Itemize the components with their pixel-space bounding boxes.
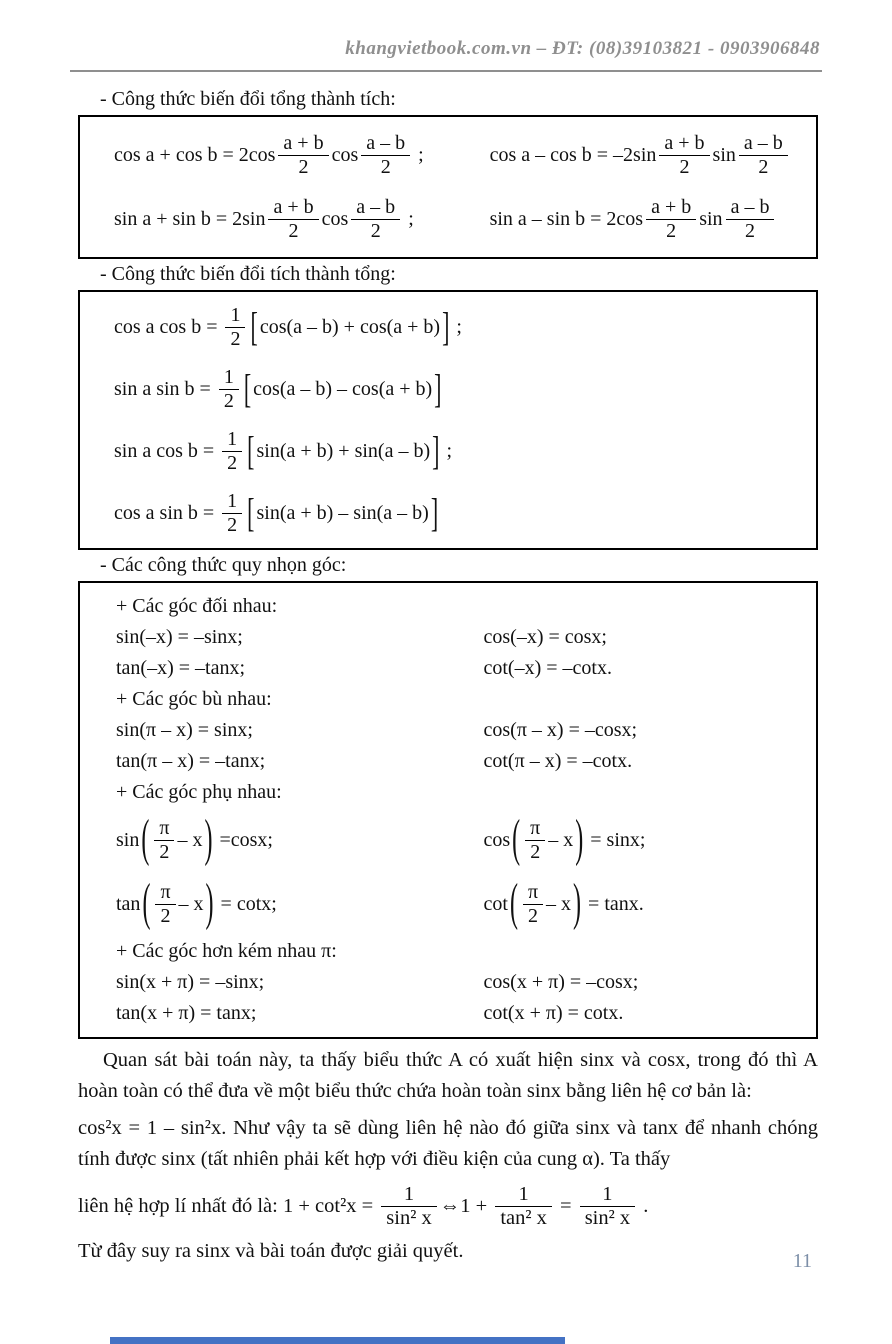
identity-left: tan ( $\frac{\pi}{2}$ – x ) = cotx; [116, 876, 277, 932]
identity-right: cot ( $\frac{\pi}{2}$ – x ) = tanx. [483, 876, 644, 932]
header-divider [70, 70, 822, 72]
identity-row-math [116, 808, 816, 872]
identity-left: tan(–x) = –tanx; [116, 657, 246, 679]
section-label-angle-reduction: - Các công thức quy nhọn góc: [100, 554, 347, 576]
subheading-supplementary-angles: + Các góc bù nhau: [116, 688, 272, 710]
formula-sinasinb: sin a sin b = $\frac{1}{2}$ [ cos(a – b) – cos(a + b) ] [114, 364, 442, 412]
identity-right: cos ( $\frac{\pi}{2}$ – x ) = sinx; [483, 812, 646, 868]
identity-left: sin ( $\frac{\pi}{2}$ – x ) =cosx; [116, 812, 273, 868]
formula-box-product-to-sum [78, 290, 818, 550]
section-label-sum-to-product: - Công thức biến đổi tổng thành tích: [100, 88, 396, 110]
identity-row [116, 653, 816, 684]
identity-row [116, 746, 816, 777]
identity-row [116, 998, 816, 1029]
identity-right: cos(π – x) = –cosx; [483, 719, 638, 741]
paragraph-cot-identity: liên hệ hợp lí nhất đó là: 1 + cot²x = $\frac{1}{\text{sin² x}}$ ⇔1 + $\frac{1}{\text{tan² x}}$ = $\frac{1}{\text{sin² x}}$ . [78, 1183, 649, 1229]
identity-row [116, 715, 816, 746]
identity-left: sin(π – x) = sinx; [116, 719, 253, 741]
formula-cos-plus-cos: cos a + cos b = 2cos $\frac{a + b}{2}$ cos $\frac{a - b}{2}$ ; [114, 132, 424, 178]
subheading-opposite-angles: + Các góc đối nhau: [116, 595, 278, 617]
identity-left: sin(–x) = –sinx; [116, 626, 243, 648]
footer-bar [110, 1337, 565, 1344]
identity-right: cos(–x) = cosx; [483, 626, 607, 648]
identity-left: tan(x + π) = tanx; [116, 1002, 257, 1024]
section-label-product-to-sum: - Công thức biến đổi tích thành tổng: [100, 263, 396, 285]
identity-row [116, 967, 816, 998]
page-content [78, 84, 818, 1267]
identity-row [116, 622, 816, 653]
header-citation: khangvietbook.com.vn – ĐT: (08)39103821 - 0903906848 [345, 38, 820, 59]
paragraph-identity-explanation: cos²x = 1 – sin²x. Như vậy ta sẽ dùng liên hệ nào đó giữa sinx và tanx để nhanh chóng tính được sinx (tất nhiên phải kết hợp với điều kiện của cung α). Ta thấy [78, 1117, 818, 1170]
formula-sin-plus-sin: sin a + sin b = 2sin $\frac{a + b}{2}$ cos $\frac{a - b}{2}$ ; [114, 196, 414, 242]
formula-cosacosb: cos a cos b = $\frac{1}{2}$ [ cos(a – b) + cos(a + b) ] ; [114, 302, 462, 350]
page-number: 11 [792, 1250, 812, 1272]
formula-sinacosb: sin a cos b = $\frac{1}{2}$ [ sin(a + b) + sin(a – b) ] ; [114, 426, 453, 474]
identity-left: tan(π – x) = –tanx; [116, 750, 266, 772]
formula-cos-minus-cos: cos a – cos b = –2sin $\frac{a + b}{2}$ sin $\frac{a - b}{2}$ [490, 123, 816, 187]
paragraph-conclusion: Từ đây suy ra sinx và bài toán được giải quyết. [78, 1239, 464, 1262]
identity-right: cot(x + π) = cotx. [483, 1002, 624, 1024]
paragraph-observation: Quan sát bài toán này, ta thấy biểu thức A có xuất hiện sinx và cosx, trong đó thì A hoàn toàn có thể đưa về một biểu thức chứa hoàn toàn sinx bằng liên hệ cơ bản là: [78, 1049, 818, 1102]
identity-right: cot(π – x) = –cotx. [483, 750, 633, 772]
subheading-angles-differing-by-pi: + Các góc hơn kém nhau π: [116, 940, 337, 962]
formula-cosasinb: cos a sin b = $\frac{1}{2}$ [ sin(a + b) – sin(a – b) ] [114, 488, 439, 536]
identity-row-math [116, 872, 816, 936]
identity-right: cot(–x) = –cotx. [483, 657, 612, 679]
formula-box-sum-to-product [78, 115, 818, 259]
formula-box-angle-reduction [78, 581, 818, 1039]
formula-sin-minus-sin: sin a – sin b = 2cos $\frac{a + b}{2}$ sin $\frac{a - b}{2}$ [490, 187, 816, 251]
identity-left: sin(x + π) = –sinx; [116, 971, 265, 993]
identity-right: cos(x + π) = –cosx; [483, 971, 639, 993]
subheading-complementary-angles: + Các góc phụ nhau: [116, 781, 282, 803]
